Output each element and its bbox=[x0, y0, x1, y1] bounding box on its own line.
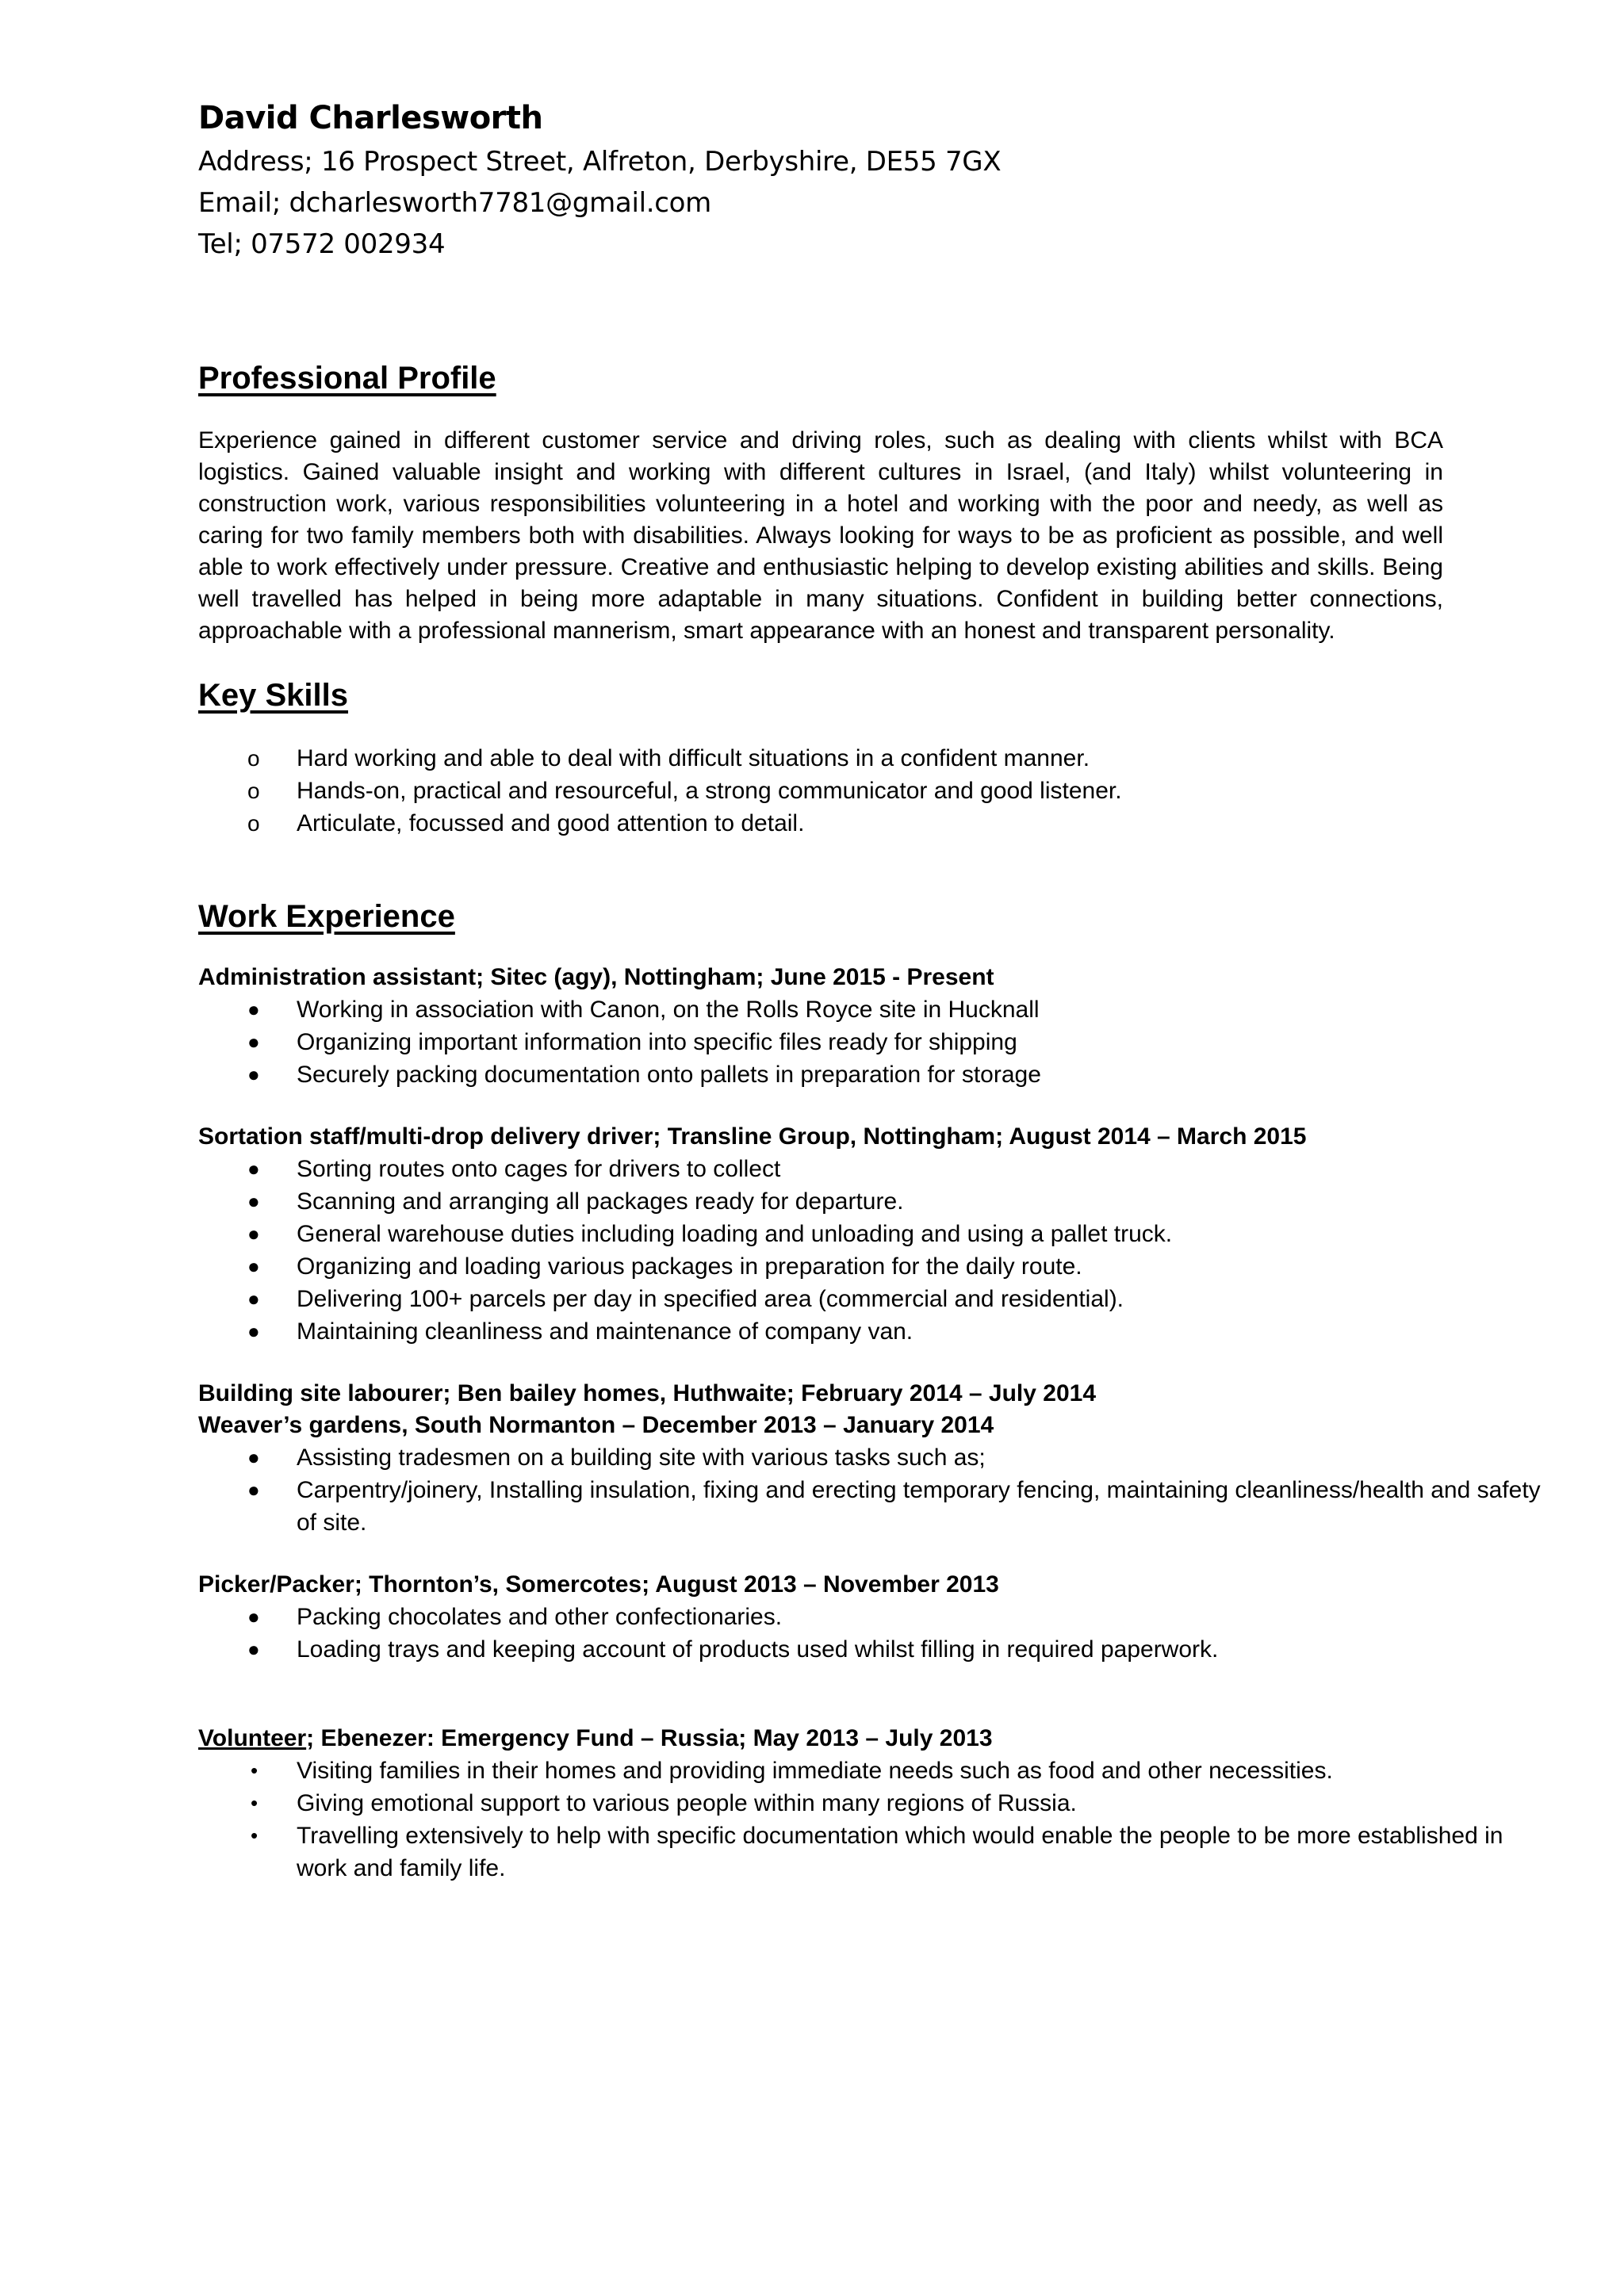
bullet-icon: ● bbox=[247, 1157, 260, 1181]
job-title: Administration assistant; Sitec (agy), Nottingham; June 2015 - Present bbox=[198, 964, 994, 990]
candidate-name: David Charlesworth bbox=[198, 100, 543, 136]
bullet-icon: • bbox=[251, 1791, 259, 1815]
list-item: • Visiting families in their homes and providing immediate needs such as food and other necessities. bbox=[198, 1755, 1557, 1787]
profile-text: Experience gained in different customer service and driving roles, such as dealing with clients whilst with BCA logistics. Gained valuable insight and working with different cultures in Israel, (and Italy) whilst volunteering in construction work, various responsibilities volunteering in a hotel and working with the poor and needy, as well as caring for two family members both with disabilities. Always looking for ways to be as proficient as possible, and well able to work effectively under pressure. Creative and enthusiastic helping to develop existing abilities and skills. Being well travelled has helped in being more adaptable in many situations. Confident in building better connections, approachable with a professional mannerism, smart appearance with an honest and transparent personality. bbox=[198, 427, 1443, 644]
bullet-icon: ● bbox=[247, 1478, 260, 1502]
list-item: ● Securely packing documentation onto pallets in preparation for storage bbox=[198, 1058, 1557, 1091]
job-bullets bbox=[198, 1153, 1530, 1348]
list-item: ● Organizing and loading various packages in preparation for the daily route. bbox=[198, 1250, 1557, 1283]
job-title: Building site labourer; Ben bailey homes, Huthwaite; February 2014 – July 2014 bbox=[198, 1380, 1097, 1406]
list-item: • Giving emotional support to various people within many regions of Russia. bbox=[198, 1787, 1557, 1820]
circle-bullet-icon: o bbox=[247, 811, 260, 836]
tel-line: Tel; 07572 002934 bbox=[198, 228, 446, 260]
list-item: ● Delivering 100+ parcels per day in specified area (commercial and residential). bbox=[198, 1283, 1557, 1315]
bullet-icon: • bbox=[251, 1758, 259, 1782]
list-item: ● General warehouse duties including loading and unloading and using a pallet truck. bbox=[198, 1218, 1557, 1250]
job-entry bbox=[198, 1121, 1530, 1348]
bullet-icon: ● bbox=[247, 1222, 260, 1246]
job-entry bbox=[198, 1723, 1530, 1885]
job-title-secondary: Weaver’s gardens, South Normanton – December 2013 – January 2014 bbox=[198, 1412, 994, 1438]
list-item: o Hands-on, practical and resourceful, a strong communicator and good listener. bbox=[198, 775, 1530, 807]
contact-header bbox=[198, 95, 1530, 265]
bullet-icon: • bbox=[251, 1823, 259, 1847]
job-bullets bbox=[198, 1755, 1530, 1885]
profile-section bbox=[198, 358, 1530, 647]
job-bullets bbox=[198, 1441, 1541, 1539]
profile-heading: Professional Profile bbox=[198, 361, 496, 396]
list-item: o Hard working and able to deal with difficult situations in a confident manner. bbox=[198, 742, 1530, 775]
email-line: Email; dcharlesworth7781@gmail.com bbox=[198, 187, 711, 219]
job-entry bbox=[198, 962, 1530, 1091]
job-title: Sortation staff/multi-drop delivery driver; Transline Group, Nottingham; August 2014 – March 2015 bbox=[198, 1123, 1307, 1150]
list-item: ● Packing chocolates and other confectionaries. bbox=[198, 1601, 1557, 1633]
job-entry bbox=[198, 1569, 1530, 1666]
list-item: ● Scanning and arranging all packages ready for departure. bbox=[198, 1185, 1557, 1218]
volunteer-label: Volunteer bbox=[198, 1725, 307, 1751]
list-item: ● Sorting routes onto cages for drivers to collect bbox=[198, 1153, 1557, 1185]
bullet-icon: ● bbox=[247, 1189, 260, 1213]
list-item: ● Loading trays and keeping account of products used whilst filling in required paperwork. bbox=[198, 1633, 1557, 1666]
job-title: Picker/Packer; Thornton’s, Somercotes; August 2013 – November 2013 bbox=[198, 1571, 999, 1598]
circle-bullet-icon: o bbox=[247, 779, 260, 803]
bullet-icon: ● bbox=[247, 1605, 260, 1628]
bullet-icon: ● bbox=[247, 1062, 260, 1086]
skills-section bbox=[198, 675, 1530, 840]
list-item: ● Maintaining cleanliness and maintenance of company van. bbox=[198, 1315, 1557, 1348]
address-line: Address; 16 Prospect Street, Alfreton, Derbyshire, DE55 7GX bbox=[198, 146, 1002, 178]
skills-heading: Key Skills bbox=[198, 678, 349, 713]
job-bullets bbox=[198, 993, 1530, 1091]
bullet-icon: ● bbox=[247, 1445, 260, 1469]
list-item: o Articulate, focussed and good attention to detail. bbox=[198, 807, 1530, 840]
bullet-icon: ● bbox=[247, 997, 260, 1021]
circle-bullet-icon: o bbox=[247, 746, 260, 771]
list-item: ● Working in association with Canon, on the Rolls Royce site in Hucknall bbox=[198, 993, 1557, 1026]
bullet-icon: ● bbox=[247, 1254, 260, 1278]
job-bullets bbox=[198, 1601, 1530, 1666]
bullet-icon: ● bbox=[247, 1319, 260, 1343]
experience-heading: Work Experience bbox=[198, 899, 455, 934]
job-title: Volunteer; Ebenezer: Emergency Fund – Russia; May 2013 – July 2013 bbox=[198, 1725, 993, 1751]
job-entry bbox=[198, 1378, 1541, 1539]
list-item: ● Organizing important information into specific files ready for shipping bbox=[198, 1026, 1557, 1058]
bullet-icon: ● bbox=[247, 1287, 260, 1311]
bullet-icon: ● bbox=[247, 1637, 260, 1661]
bullet-icon: ● bbox=[247, 1030, 260, 1054]
list-item: ● Carpentry/joinery, Installing insulation, fixing and erecting temporary fencing, maintaining cleanliness/health and safety of site. bbox=[198, 1474, 1557, 1539]
list-item: • Travelling extensively to help with specific documentation which would enable the people to be more established in work and family life. bbox=[198, 1820, 1557, 1885]
skills-list bbox=[198, 742, 1530, 840]
cv-document bbox=[198, 95, 1541, 1885]
experience-section bbox=[198, 897, 1541, 1885]
list-item: ● Assisting tradesmen on a building site with various tasks such as; bbox=[198, 1441, 1557, 1474]
